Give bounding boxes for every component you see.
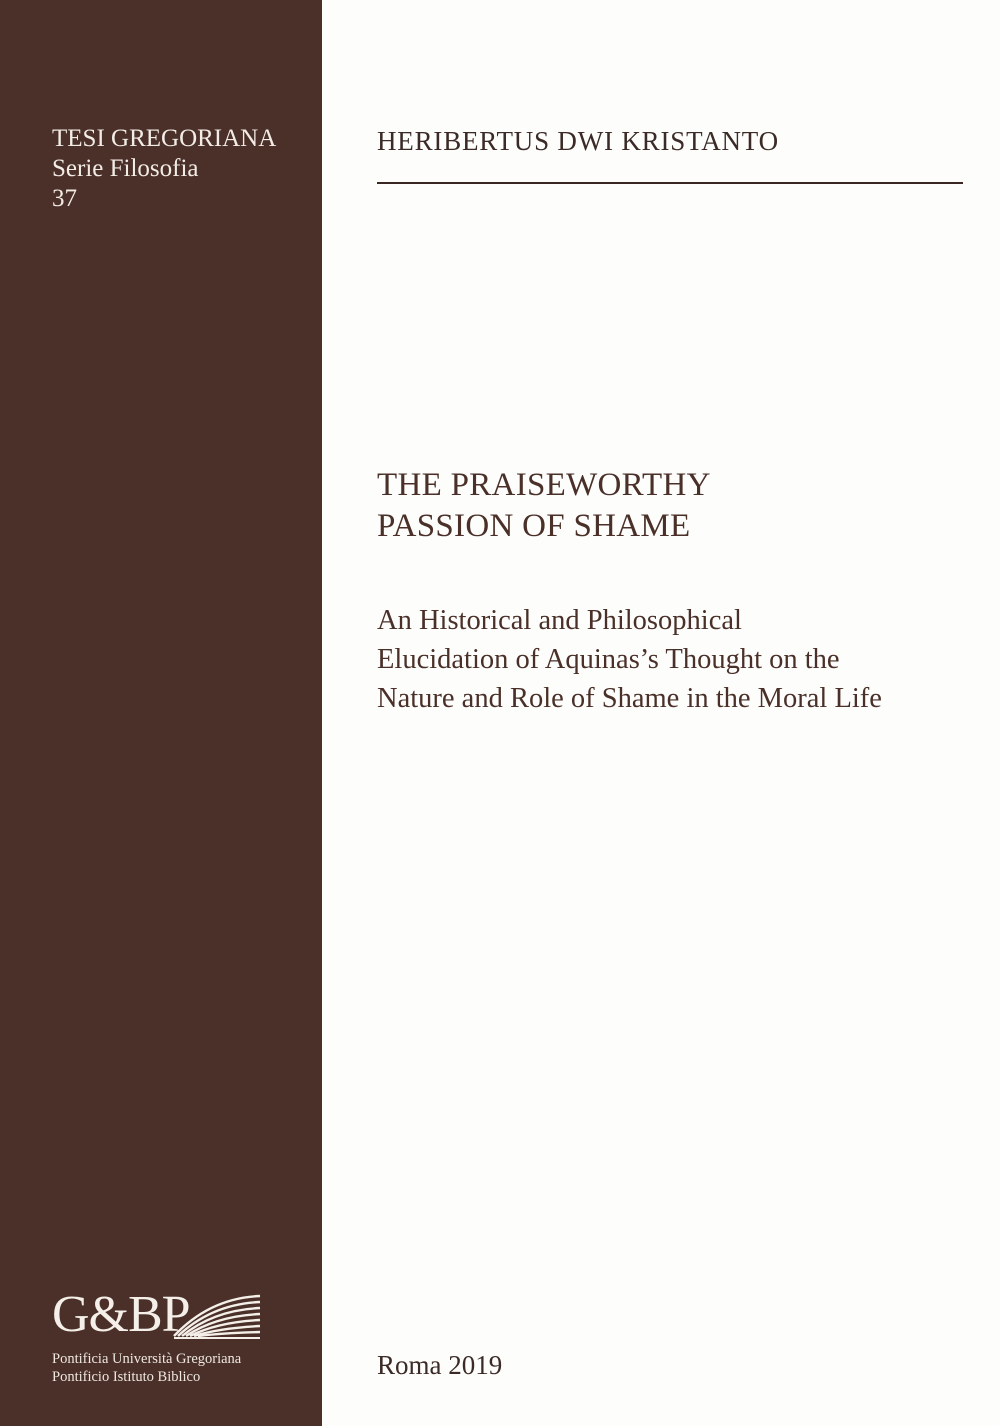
author-divider — [377, 182, 963, 184]
author-name: HERIBERTUS DWI KRISTANTO — [377, 126, 779, 156]
book-subtitle-line-1: An Historical and Philosophical — [377, 605, 742, 636]
series-name: TESI GREGORIANA — [52, 125, 277, 152]
book-subtitle — [377, 601, 882, 718]
imprint-place-year: Roma 2019 — [377, 1350, 503, 1380]
publisher-logo — [52, 1284, 302, 1346]
publisher-line-2: Pontificio Istituto Biblico — [52, 1369, 201, 1385]
publisher-logo-text: G&BP — [52, 1286, 190, 1343]
series-number: 37 — [52, 185, 77, 212]
publisher-line-1: Pontificia Università Gregoriana — [52, 1351, 242, 1367]
book-title-line-1: THE PRAISEWORTHY — [377, 467, 711, 503]
book-title — [377, 465, 711, 547]
book-subtitle-line-2: Elucidation of Aquinas’s Thought on the — [377, 644, 840, 675]
book-pages-logo-icon — [170, 1290, 262, 1342]
series-block — [52, 124, 276, 214]
book-title-line-2: PASSION OF SHAME — [377, 508, 691, 544]
series-subseries: Serie Filosofia — [52, 155, 199, 182]
book-subtitle-line-3: Nature and Role of Shame in the Moral Life — [377, 683, 882, 714]
publisher-block — [52, 1284, 302, 1386]
